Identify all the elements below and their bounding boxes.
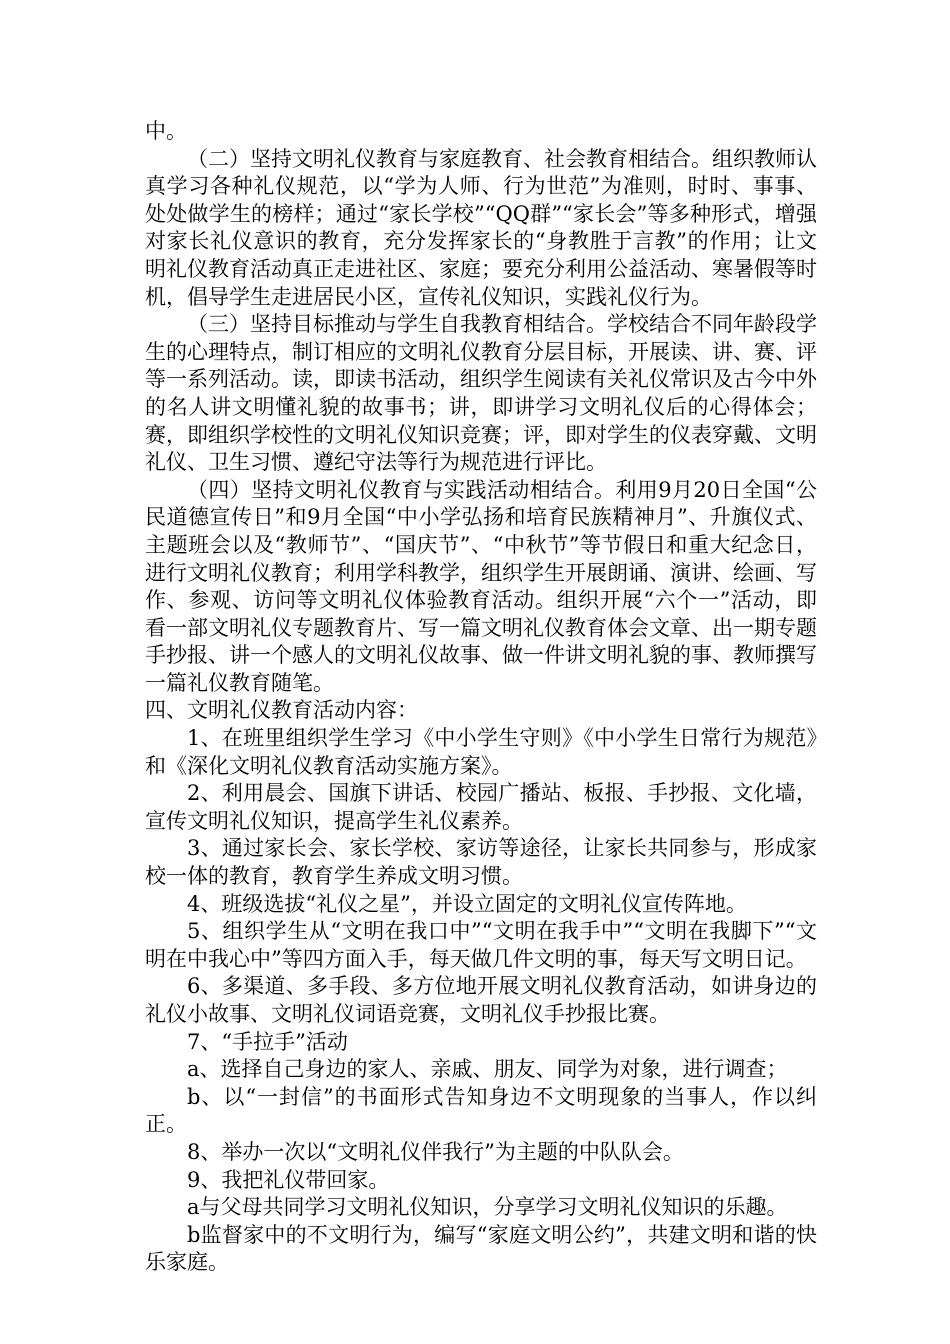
paragraph-section-4: （四）坚持文明礼仪教育与实践活动相结合。利用9月20日全国“公民道德宣传日”和9月全国“中小学弘扬和培育民族精神月”、升旗仪式、主题班会以及“教师节”、“国庆节”、“中秋节”等节假日和重大纪念日，进行文明礼仪教育；利用学科教学，组织学生开展朗诵、演讲、绘画、写作、参观、访问等文明礼仪体验教育活动。组织开展“六个一”活动，即看一部文明礼仪专题教育片、写一篇文明礼仪教育体会文章、出一期专题手抄报、讲一个感人的文明礼仪故事、做一件讲文明礼貌的事、教师撰写一篇礼仪教育随笔。 [145,477,817,695]
list-item-2: 2、利用晨会、国旗下讲话、校园广播站、板报、手抄报、文化墙，宣传文明礼仪知识，提高学生礼仪素养。 [145,781,817,833]
list-item-3: 3、通过家长会、家长学校、家访等途径，让家长共同参与，形成家校一体的教育，教育学生养成文明习惯。 [145,836,817,889]
list-item-9b: b监督家中的不文明行为，编写“家庭文明公约”，共建文明和谐的快乐家庭。 [145,1222,817,1275]
list-item-9a: a与父母共同学习文明礼仪知识，分享学习文明礼仪知识的乐趣。 [187,1195,788,1220]
list-item-5: 5、组织学生从“文明在我口中”“文明在我手中”“文明在我脚下”“文明在中我心中”等四方面入手，每天做几件文明的事，每天写文明日记。 [145,919,817,971]
list-item-8: 8、举办一次以“文明礼仪伴我行”为主题的中队队会。 [187,1139,684,1164]
list-item-6: 6、多渠道、多手段、多方位地开展文明礼仪教育活动，如讲身边的礼仪小故事、文明礼仪词语竞赛，文明礼仪手抄报比赛。 [145,974,817,1026]
section-heading-activities: 四、文明礼仪教育活动内容： [145,698,418,723]
list-item-7b: b、以“一封信”的书面形式告知身边不文明现象的当事人，作以纠正。 [145,1084,817,1137]
document-body [145,118,817,1277]
list-item-1: 1、在班里组织学生学习《中小学生守则》《中小学生日常行为规范》和《深化文明礼仪教育活动实施方案》。 [145,726,817,778]
list-item-7: 7、“手拉手”活动 [187,1029,348,1054]
paragraph-continuation: 中。 [145,119,187,143]
paragraph-section-3: （三）坚持目标推动与学生自我教育相结合。学校结合不同年龄段学生的心理特点，制订相应的文明礼仪教育分层目标，开展读、讲、赛、评等一系列活动。读，即读书活动，组织学生阅读有关礼仪常识及古今中外的名人讲文明懂礼貌的故事书；讲，即讲学习文明礼仪后的心得体会；赛，即组织学校性的文明礼仪知识竞赛；评，即对学生的仪表穿戴、文明礼仪、卫生习惯、遵纪守法等行为规范进行评比。 [145,312,817,475]
paragraph-section-2: （二）坚持文明礼仪教育与家庭教育、社会教育相结合。组织教师认真学习各种礼仪规范，以“学为人师、行为世范”为准则，时时、事事、处处做学生的榜样；通过“家长学校”“QQ群”“家长会”等多种形式，增强对家长礼仪意识的教育，充分发挥家长的“身教胜于言教”的作用；让文明礼仪教育活动真正走进社区、家庭；要充分利用公益活动、寒暑假等时机，倡导学生走进居民小区，宣传礼仪知识，实践礼仪行为。 [145,146,817,309]
list-item-9: 9、我把礼仪带回家。 [187,1167,390,1192]
list-item-7a: a、选择自己身边的家人、亲戚、朋友、同学为对象，进行调查； [187,1057,788,1082]
list-item-4: 4、班级选拔“礼仪之星”，并设立固定的文明礼仪宣传阵地。 [187,891,747,916]
